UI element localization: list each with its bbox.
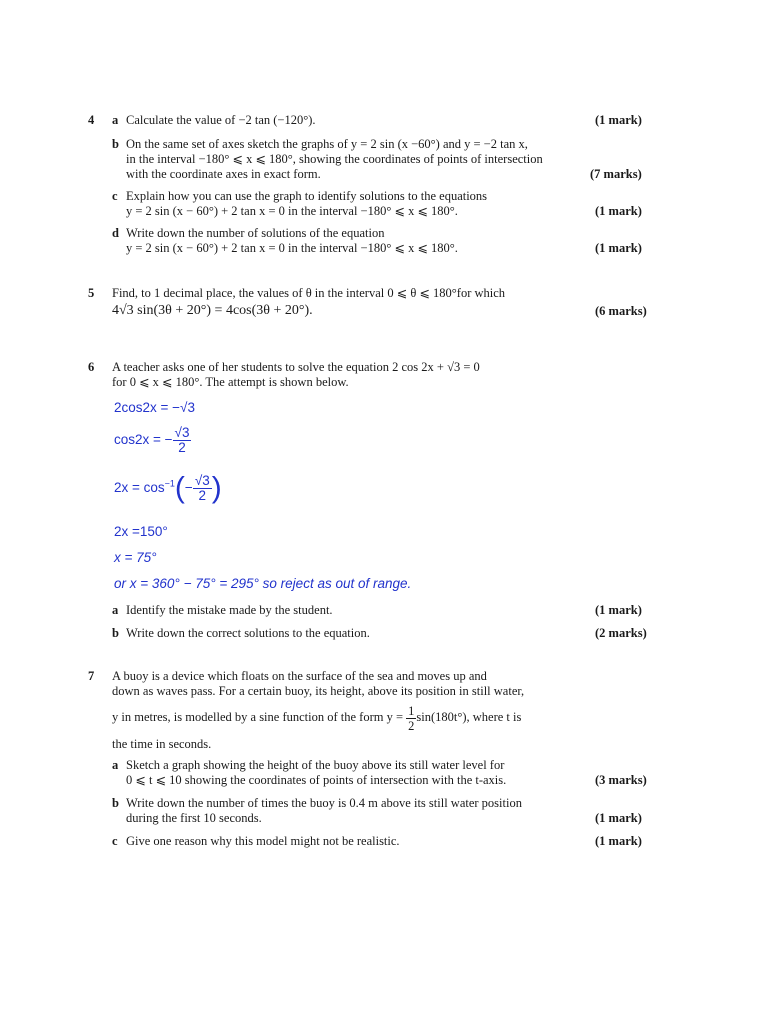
q4-part-a-label: a [112,113,119,127]
q6-work-line2-left: cos2x = − [114,432,173,448]
q6-work-line3-sup: −1 [164,478,175,489]
q6-work-line4: 2x =150° [114,524,168,539]
q6-work-line2-fraction [173,426,192,455]
q6-work-line3-paren-close: ) [211,471,222,505]
q6-line2: for 0 ⩽ x ⩽ 180°. The attempt is shown below. [112,375,349,389]
q6-work-line3-left: 2x = cos [114,480,165,496]
q6-work-line2-den: 2 [178,440,186,455]
q7-part-c-text: Give one reason why this model might not be realistic. [126,834,400,848]
question-number-6: 6 [88,360,95,374]
q7-part-c-marks: (1 mark) [595,834,642,848]
q7-line4: the time in seconds. [112,737,212,751]
q4-part-c-marks: (1 mark) [595,204,642,218]
q7-line3-part-a: y in metres, is modelled by a sine function of the form y = [112,710,407,724]
question-number-5: 5 [88,286,95,300]
q6-work-line3-paren-open: ( [174,471,185,505]
q4-part-b-label: b [112,137,119,151]
q4-part-d-line2: y = 2 sin (x − 60°) + 2 tan x = 0 in the interval −180° ⩽ x ⩽ 180°. [126,241,458,255]
q7-line2: down as waves pass. For a certain buoy, its height, above its position in still water, [112,684,525,698]
q7-part-c-label: c [112,834,118,848]
q4-part-a-marks: (1 mark) [595,113,642,127]
q4-part-d-marks: (1 mark) [595,241,642,255]
q7-part-b-line1: Write down the number of times the buoy is 0.4 m above its still water position [126,796,522,810]
q6-part-b-marks: (2 marks) [595,626,647,640]
q6-line1: A teacher asks one of her students to solve the equation 2 cos 2x + √3 = 0 [112,360,480,374]
q6-work-line3 [114,471,222,505]
q7-part-b-label: b [112,796,119,810]
q4-part-b-marks: (7 marks) [590,167,642,181]
q4-part-d-label: d [112,226,119,240]
q4-part-a-text: Calculate the value of −2 tan (−120°). [126,113,316,127]
q7-part-a-line2: 0 ⩽ t ⩽ 10 showing the coordinates of points of intersection with the t-axis. [126,773,507,787]
q7-part-a-marks: (3 marks) [595,773,647,787]
q6-work-line2-num: √3 [174,425,190,440]
q6-work-line1: 2cos2x = −√3 [114,400,195,415]
q4-part-c-label: c [112,189,118,203]
q4-part-b-line2: in the interval −180° ⩽ x ⩽ 180°, showing the coordinates of points of intersection [126,152,543,166]
q6-work-line5: x = 75° [114,550,157,565]
q7-part-b-line2: during the first 10 seconds. [126,811,262,825]
q7-line3-num: 1 [408,703,415,718]
question-number-4: 4 [88,113,95,127]
q6-part-b-text: Write down the correct solutions to the equation. [126,626,370,640]
q7-line3-den: 2 [408,718,415,733]
q6-part-a-text: Identify the mistake made by the student. [126,603,333,617]
question-number-7: 7 [88,669,95,683]
q7-line1: A buoy is a device which floats on the surface of the sea and moves up and [112,669,487,683]
q4-part-d-line1: Write down the number of solutions of the equation [126,226,385,240]
q5-equation: 4√3 sin(3θ + 20°) = 4cos(3θ + 20°). [112,303,313,318]
q7-part-b-marks: (1 mark) [595,811,642,825]
q7-part-a-label: a [112,758,119,772]
q6-work-line3-fraction [193,474,212,503]
q7-line3-fraction [406,704,416,733]
q4-part-b-line3: with the coordinate axes in exact form. [126,167,321,181]
q7-part-a-line1: Sketch a graph showing the height of the buoy above its still water level for [126,758,505,772]
q6-work-line3-den: 2 [198,488,207,503]
q6-part-a-marks: (1 mark) [595,603,642,617]
q7-line3 [112,703,521,733]
q6-work-line2 [114,426,191,455]
q6-part-a-label: a [112,603,119,617]
q5-marks: (6 marks) [595,304,647,318]
q4-part-c-line2: y = 2 sin (x − 60°) + 2 tan x = 0 in the interval −180° ⩽ x ⩽ 180°. [126,204,458,218]
q5-line1: Find, to 1 decimal place, the values of θ in the interval 0 ⩽ θ ⩽ 180°for which [112,286,506,300]
q4-part-b-line1: On the same set of axes sketch the graphs of y = 2 sin (x −60°) and y = −2 tan x, [126,137,528,151]
q4-part-c-line1: Explain how you can use the graph to identify solutions to the equations [126,189,488,203]
q7-line3-part-b: sin(180t°), where t is [416,710,522,724]
q6-part-b-label: b [112,626,119,640]
q6-work-line3-num: √3 [194,473,210,488]
q6-work-line6: or x = 360° − 75° = 295° so reject as out of range. [114,576,412,591]
q6-work-line3-neg: − [184,480,193,496]
